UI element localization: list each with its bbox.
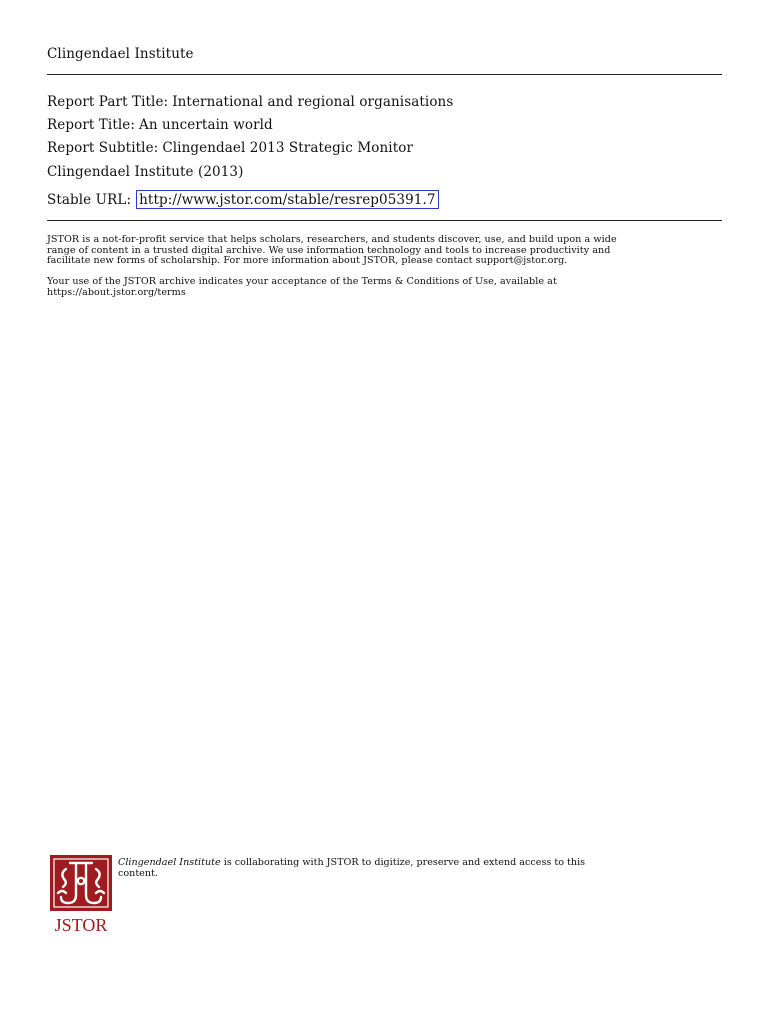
collab-line <box>118 857 718 868</box>
stable-url-link[interactable]: http://www.jstor.com/stable/resrep05391.7 <box>136 190 438 209</box>
notice-line: range of content in a trusted digital archive. We use information technology and tools to increase productivity and <box>47 244 611 256</box>
report-part-title-label: Report Part Title: <box>47 94 169 110</box>
report-title-label: Report Title: <box>47 117 135 133</box>
published-line: Clingendael Institute (2013) <box>47 164 244 180</box>
middle-divider <box>47 220 722 221</box>
notice-line: facilitate new forms of scholarship. For more information about JSTOR, please contact support@jstor.org. <box>47 255 568 266</box>
report-title: An uncertain world <box>139 117 273 133</box>
report-title-line <box>47 117 273 133</box>
terms-line: Your use of the JSTOR archive indicates your acceptance of the Terms & Conditions of Use, available at <box>47 276 557 287</box>
top-divider <box>47 74 722 75</box>
report-subtitle-label: Report Subtitle: <box>47 140 159 156</box>
report-part-title: International and regional organisations <box>172 94 454 110</box>
report-subtitle-line <box>47 140 413 156</box>
publisher-name: Clingendael Institute <box>47 46 194 62</box>
report-subtitle: Clingendael 2013 Strategic Monitor <box>162 140 414 156</box>
jstor-notice <box>47 235 722 267</box>
jstor-logo-text: JSTOR <box>54 915 108 935</box>
stable-url-label: Stable URL: <box>47 192 132 208</box>
stable-url-line <box>47 190 439 209</box>
collab-institution: Clingendael Institute <box>118 857 221 868</box>
collab-text: is collaborating with JSTOR to digitize, preserve and extend access to this <box>220 857 586 868</box>
report-part-title-line <box>47 94 453 110</box>
collaboration-note <box>118 857 718 879</box>
terms-notice <box>47 277 722 298</box>
notice-line: JSTOR is a not-for-profit service that helps scholars, researchers, and students discover, use, and build upon a wide <box>47 234 617 245</box>
collab-line-2: content. <box>118 868 158 879</box>
jstor-logo <box>48 855 114 935</box>
terms-link[interactable]: https://about.jstor.org/terms <box>47 286 186 298</box>
